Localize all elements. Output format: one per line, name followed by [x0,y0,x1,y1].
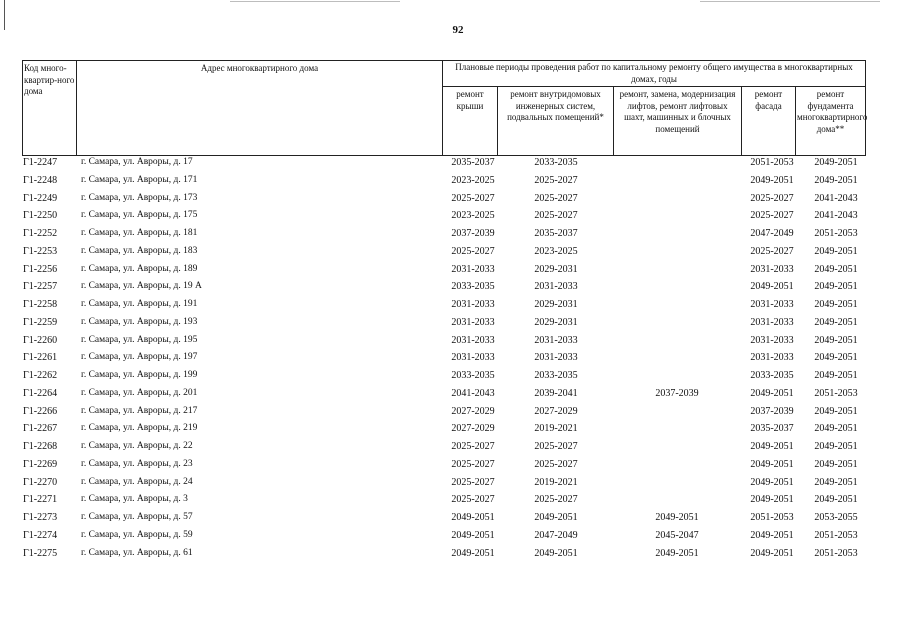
row-code: Г1-2258 [23,299,58,310]
row-roof: 2037-2039 [451,228,495,239]
row-facade: 2033-2035 [750,370,794,381]
table-row [22,263,866,281]
row-facade: 2031-2033 [750,352,794,364]
row-address: г. Самара, ул. Авроры, д. 201 [81,387,198,398]
row-roof: 2049-2051 [451,529,495,541]
row-engineering: 2033-2035 [534,157,578,168]
row-foundation: 2049-2051 [814,299,858,310]
header-facade [741,86,796,156]
row-code: Г1-2270 [23,476,58,488]
row-engineering: 2047-2049 [534,529,578,541]
row-foundation: 2049-2051 [814,458,858,470]
header-lifts-label: ремонт, замена, модернизация лифтов, ремонт лифтовых шахт, машинных и блочных помещений [619,89,736,134]
row-address: г. Самара, ул. Авроры, д. 19 А [81,281,202,292]
header-facade-label: ремонт фасада [754,89,783,111]
table-row [22,529,866,547]
row-facade: 2031-2033 [750,263,794,275]
row-facade: 2025-2027 [750,210,794,222]
table-row [22,351,866,369]
row-code: Г1-2260 [23,334,58,346]
row-roof: 2025-2027 [451,441,495,452]
row-foundation: 2053-2055 [814,512,858,523]
row-foundation: 2049-2051 [814,245,858,257]
row-roof: 2031-2033 [451,316,495,328]
header-foundation [795,86,866,156]
row-facade: 2025-2027 [750,192,794,204]
row-address: г. Самара, ул. Авроры, д. 175 [81,210,198,221]
row-facade: 2047-2049 [750,228,794,239]
row-foundation: 2049-2051 [814,316,858,328]
table-row [22,209,866,227]
row-code: Г1-2262 [23,370,58,381]
row-code: Г1-2273 [23,512,58,523]
row-facade: 2049-2051 [750,387,794,399]
row-code: Г1-2271 [23,494,58,506]
row-facade: 2049-2051 [750,494,794,506]
page-number: 92 [452,24,464,36]
row-engineering: 2023-2025 [534,245,578,257]
row-address: г. Самара, ул. Авроры, д. 61 [81,547,193,558]
row-engineering: 2025-2027 [534,192,578,204]
row-code: Г1-2253 [23,245,58,257]
row-foundation: 2049-2051 [814,281,858,293]
row-address: г. Самара, ул. Авроры, д. 197 [81,352,198,363]
row-lifts: 2049-2051 [655,512,699,523]
row-facade: 2051-2053 [750,512,794,523]
row-code: Г1-2252 [23,228,58,239]
row-address: г. Самара, ул. Авроры, д. 23 [81,458,193,469]
row-code: Г1-2268 [23,441,58,452]
row-address: г. Самара, ул. Авроры, д. 199 [81,370,198,380]
header-lifts [613,86,742,156]
header-engineering [497,86,614,156]
row-roof: 2025-2027 [451,494,495,506]
row-foundation: 2049-2051 [814,352,858,364]
row-roof: 2035-2037 [451,157,495,168]
row-roof: 2031-2033 [451,263,495,275]
row-address: г. Самара, ул. Авроры, д. 173 [81,192,198,203]
row-engineering: 2019-2021 [534,476,578,488]
scan-top-rule [700,1,880,2]
row-facade: 2049-2051 [750,529,794,541]
row-foundation: 2041-2043 [814,210,858,222]
row-address: г. Самара, ул. Авроры, д. 24 [81,476,193,487]
row-foundation: 2051-2053 [814,228,858,239]
row-lifts: 2037-2039 [655,387,699,399]
row-foundation: 2051-2053 [814,387,858,399]
row-address: г. Самара, ул. Авроры, д. 22 [81,441,193,451]
row-roof: 2023-2025 [451,174,495,186]
row-address: г. Самара, ул. Авроры, д. 171 [81,174,198,185]
row-engineering: 2025-2027 [534,210,578,222]
row-address: г. Самара, ул. Авроры, д. 59 [81,529,193,540]
table-header [22,60,866,156]
table-row [22,440,866,458]
row-engineering: 2031-2033 [534,352,578,364]
header-foundation-label: ремонт фундамента многоквартирного дома** [797,89,868,134]
table-row [22,476,866,494]
row-address: г. Самара, ул. Авроры, д. 195 [81,334,198,345]
row-code: Г1-2267 [23,423,58,435]
header-address-label: Адрес многоквартирного дома [200,63,319,73]
row-code: Г1-2266 [23,405,58,417]
table-row [22,227,866,245]
row-address: г. Самара, ул. Авроры, д. 57 [81,512,193,522]
table-row [22,458,866,476]
row-roof: 2033-2035 [451,281,495,293]
row-code: Г1-2259 [23,316,58,328]
row-engineering: 2049-2051 [534,547,578,559]
row-code: Г1-2256 [23,263,58,275]
row-code: Г1-2264 [23,387,58,399]
row-engineering: 2025-2027 [534,458,578,470]
row-address: г. Самара, ул. Авроры, д. 217 [81,405,198,416]
header-periods-label: Плановые периоды проведения работ по капитальному ремонту общего имущества в многоквартирных домах, годы [455,62,853,84]
row-engineering: 2031-2033 [534,281,578,293]
row-roof: 2041-2043 [451,387,495,399]
row-engineering: 2025-2027 [534,494,578,506]
row-facade: 2049-2051 [750,476,794,488]
row-roof: 2025-2027 [451,458,495,470]
scan-top-rule [230,1,400,2]
row-facade: 2049-2051 [750,547,794,559]
row-address: г. Самара, ул. Авроры, д. 219 [81,423,198,434]
row-foundation: 2049-2051 [814,334,858,346]
row-address: г. Самара, ул. Авроры, д. 191 [81,299,198,309]
table-row [22,511,866,529]
table-row [22,422,866,440]
row-engineering: 2049-2051 [534,512,578,523]
row-foundation: 2049-2051 [814,405,858,417]
row-foundation: 2049-2051 [814,157,858,168]
header-roof [442,86,498,156]
row-engineering: 2027-2029 [534,405,578,417]
row-code: Г1-2247 [23,157,58,168]
row-foundation: 2049-2051 [814,494,858,506]
table-row [22,174,866,192]
table-row [22,405,866,423]
table-row [22,192,866,210]
row-roof: 2033-2035 [451,370,495,381]
row-engineering: 2025-2027 [534,441,578,452]
row-roof: 2027-2029 [451,405,495,417]
header-periods [442,60,866,87]
row-engineering: 2029-2031 [534,263,578,275]
header-code-label: Код много-квартир-ного дома [24,63,75,96]
row-facade: 2049-2051 [750,281,794,293]
header-address [76,60,443,156]
row-engineering: 2033-2035 [534,370,578,381]
row-roof: 2049-2051 [451,547,495,559]
table-row [22,334,866,352]
row-engineering: 2039-2041 [534,387,578,399]
row-facade: 2049-2051 [750,458,794,470]
row-facade: 2025-2027 [750,245,794,257]
header-engineering-label: ремонт внутридомовых инженерных систем, подвальных помещений* [507,89,604,122]
header-roof-label: ремонт крыши [456,89,484,111]
row-address: г. Самара, ул. Авроры, д. 17 [81,157,193,167]
table-row [22,156,866,174]
row-address: г. Самара, ул. Авроры, д. 193 [81,316,198,327]
row-foundation: 2049-2051 [814,441,858,452]
row-lifts: 2045-2047 [655,529,699,541]
row-address: г. Самара, ул. Авроры, д. 189 [81,263,198,274]
row-code: Г1-2257 [23,281,58,293]
row-foundation: 2049-2051 [814,370,858,381]
row-engineering: 2035-2037 [534,228,578,239]
table-row [22,387,866,405]
row-facade: 2031-2033 [750,334,794,346]
row-engineering: 2019-2021 [534,423,578,435]
row-engineering: 2025-2027 [534,174,578,186]
row-foundation: 2049-2051 [814,174,858,186]
table-row [22,316,866,334]
row-code: Г1-2269 [23,458,58,470]
row-engineering: 2029-2031 [534,316,578,328]
row-roof: 2025-2027 [451,476,495,488]
row-foundation: 2049-2051 [814,423,858,435]
row-foundation: 2051-2053 [814,529,858,541]
row-roof: 2049-2051 [451,512,495,523]
row-facade: 2049-2051 [750,174,794,186]
row-address: г. Самара, ул. Авроры, д. 183 [81,245,198,256]
row-facade: 2031-2033 [750,299,794,310]
row-facade: 2031-2033 [750,316,794,328]
row-roof: 2023-2025 [451,210,495,222]
row-roof: 2031-2033 [451,299,495,310]
header-code [22,60,77,156]
row-foundation: 2051-2053 [814,547,858,559]
row-code: Г1-2275 [23,547,58,559]
row-code: Г1-2250 [23,210,58,222]
table-row [22,280,866,298]
row-roof: 2027-2029 [451,423,495,435]
scan-edge-mark [4,0,5,30]
row-foundation: 2049-2051 [814,476,858,488]
row-foundation: 2049-2051 [814,263,858,275]
row-code: Г1-2261 [23,352,58,364]
row-code: Г1-2274 [23,529,58,541]
row-code: Г1-2249 [23,192,58,204]
table-row [22,369,866,387]
row-foundation: 2041-2043 [814,192,858,204]
table-row [22,493,866,511]
row-roof: 2031-2033 [451,352,495,364]
row-roof: 2025-2027 [451,245,495,257]
table-row [22,245,866,263]
row-lifts: 2049-2051 [655,547,699,559]
row-engineering: 2029-2031 [534,299,578,310]
table-row [22,298,866,316]
row-address: г. Самара, ул. Авроры, д. 181 [81,228,198,238]
row-engineering: 2031-2033 [534,334,578,346]
row-address: г. Самара, ул. Авроры, д. 3 [81,494,188,505]
table-row [22,547,866,565]
row-facade: 2037-2039 [750,405,794,417]
row-facade: 2035-2037 [750,423,794,435]
row-facade: 2051-2053 [750,157,794,168]
row-roof: 2031-2033 [451,334,495,346]
row-facade: 2049-2051 [750,441,794,452]
row-roof: 2025-2027 [451,192,495,204]
row-code: Г1-2248 [23,174,58,186]
